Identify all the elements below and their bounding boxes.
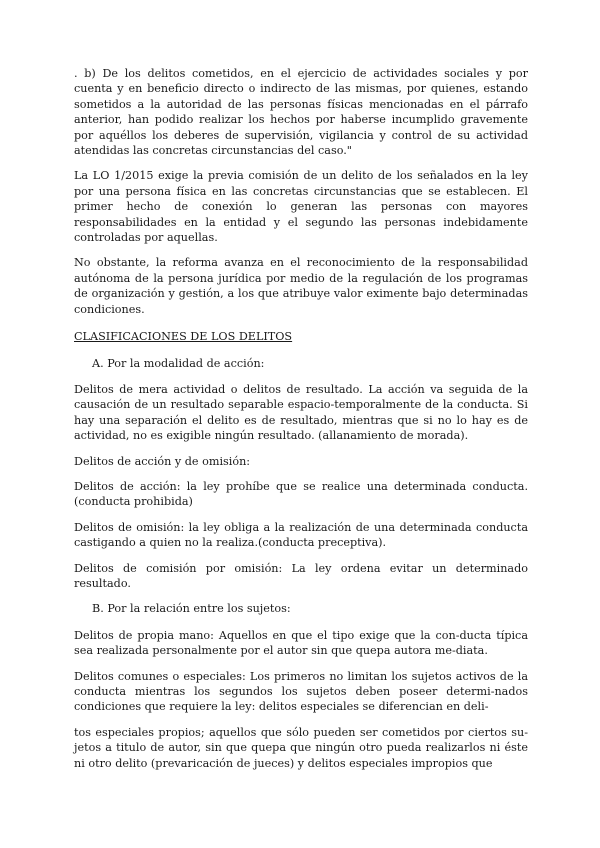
paragraph-delitos-accion: Delitos de acción: la ley prohíbe que se realice una determinada conducta. (conducta prohibida) <box>74 479 528 509</box>
paragraph-delitos-omision: Delitos de omisión: la ley obliga a la realización de una determinada conducta castigando a quien no la realiza.(conducta preceptiva). <box>74 520 528 550</box>
paragraph-comunes-especiales: Delitos comunes o especiales: Los primeros no limitan los sujetos activos de la conducta mientras los segundos los sujetos deben poseer determi-nados condiciones que requiere la ley: delitos especiales se diferencian en deli- <box>74 669 528 714</box>
subsection-b-heading: B. Por la relación entre los sujetos: <box>92 602 291 616</box>
section-heading: CLASIFICACIONES DE LOS DELITOS <box>74 330 293 344</box>
paragraph-comision-omision: Delitos de comisión por omisión: La ley ordena evitar un determinado resultado. <box>74 561 528 590</box>
paragraph-mera-actividad: Delitos de mera actividad o delitos de resultado. La acción va seguida de la causación de un resultado separable espacio-temporalmente de la conducta. Si hay una separación el delito es de resultado, mientras que si no lo hay es de actividad, no es exigible ningún resultado. (allanamiento de morada). <box>74 382 528 443</box>
paragraph-lo-2015: La LO 1/2015 exige la previa comisión de un delito de los señalados en la ley por una persona física en las concretas circunstancias que se establecen. El primer hecho de conexión lo generan las personas con mayores responsabilidades en la entidad y el segundo las personas indebidamente controladas por aquellas. <box>74 169 528 245</box>
paragraph-propia-mano: Delitos de propia mano: Aquellos en que el tipo exige que la con-ducta típica sea realizada personalmente por el autor sin que quepa autora me-diata. <box>74 628 528 658</box>
paragraph-accion-omision: Delitos de acción y de omisión: <box>74 454 251 468</box>
paragraph-especiales-propios: tos especiales propios; aquellos que sólo pueden ser cometidos por ciertos su-jetos a titulo de autor, sin que quepa que ningún otro pueda realizarlos ni éste ni otro delito (prevaricación de jueces) y delitos especiales impropios que <box>74 725 528 770</box>
paragraph-quote-b: . b) De los delitos cometidos, en el ejercicio de actividades sociales y por cuenta y en beneficio directo o indirecto de las mismas, por quienes, estando sometidos a la autoridad de las personas físicas mencionadas en el párrafo anterior, han podido realizar los hechos por haberse incumplido gravemente por aquéllos los deberes de supervisión, vigilancia y control de su actividad atendidas las concretas circunstancias del caso." <box>74 67 528 158</box>
subsection-a-heading: A. Por la modalidad de acción: <box>92 356 265 370</box>
paragraph-no-obstante: No obstante, la reforma avanza en el reconocimiento de la responsabilidad autónoma de la persona jurídica por medio de la regulación de los programas de organización y gestión, a los que atribuye valor eximente bajo determinadas condiciones. <box>74 256 528 316</box>
